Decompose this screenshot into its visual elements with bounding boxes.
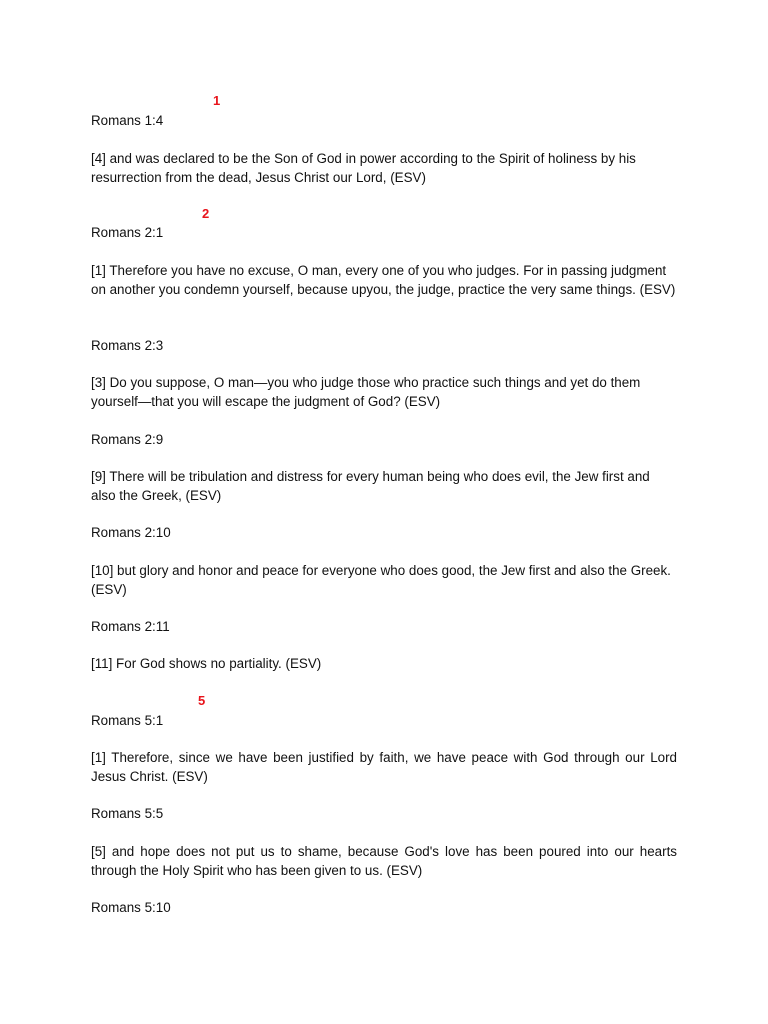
verse-reference: Romans 5:10 <box>91 900 171 915</box>
verse-text: [1] Therefore, since we have been justified by faith, we have peace with God through our Lord Jesus Christ. (ESV) <box>91 750 677 784</box>
verse-text: [11] For God shows no partiality. (ESV) <box>91 656 322 671</box>
verse-text: [4] and was declared to be the Son of God in power according to the Spirit of holiness by his resurrection from the dead, Jesus Christ our Lord, (ESV) <box>91 151 636 185</box>
verse-reference: Romans 5:5 <box>91 806 164 821</box>
verse-text: [9] There will be tribulation and distress for every human being who does evil, the Jew first and also the Greek, (ESV) <box>91 469 650 503</box>
verse-reference: Romans 2:9 <box>91 432 164 447</box>
chapter-marker-1: 1 <box>213 93 221 108</box>
chapter-marker-2: 2 <box>202 206 210 221</box>
verse-reference: Romans 1:4 <box>91 113 164 128</box>
verse-text: [1] Therefore you have no excuse, O man, every one of you who judges. For in passing judgment on another you condemn yourself, because upyou, the judge, practice the very same things. (ESV) <box>91 263 676 297</box>
verse-text: [3] Do you suppose, O man—you who judge those who practice such things and yet do them yourself—that you will escape the judgment of God? (ESV) <box>91 375 641 409</box>
verse-reference: Romans 2:3 <box>91 338 164 353</box>
verse-reference: Romans 2:10 <box>91 525 171 540</box>
chapter-marker-5: 5 <box>198 693 206 708</box>
verse-reference: Romans 5:1 <box>91 713 164 728</box>
verse-text: [5] and hope does not put us to shame, because God's love has been poured into our hearts through the Holy Spirit who has been given to us. (ESV) <box>91 844 677 878</box>
verse-text: [10] but glory and honor and peace for everyone who does good, the Jew first and also the Greek. (ESV) <box>91 563 671 597</box>
verse-reference: Romans 2:11 <box>91 619 170 634</box>
verse-reference: Romans 2:1 <box>91 225 164 240</box>
